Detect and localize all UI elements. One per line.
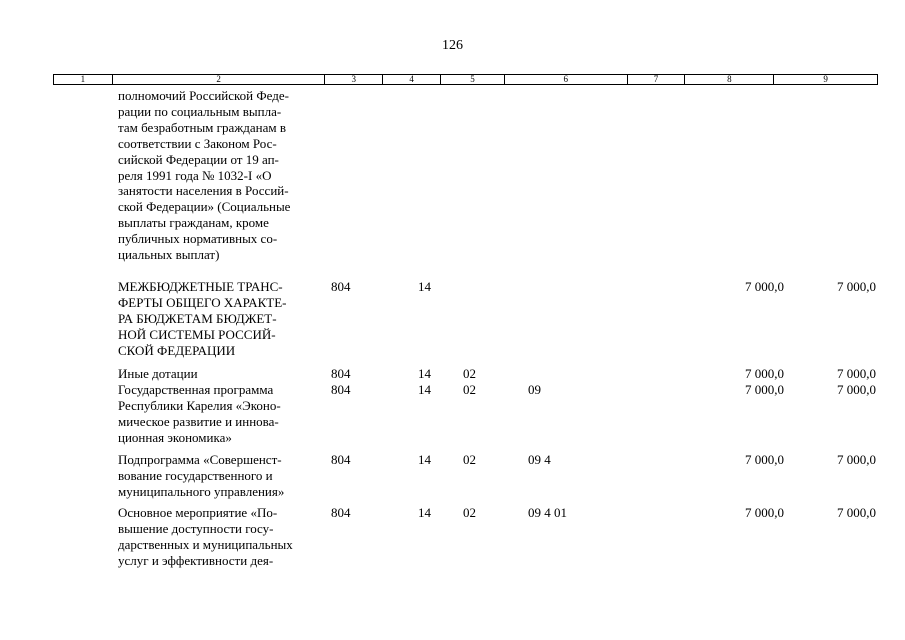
text-line: муниципального управления»: [118, 483, 285, 499]
cell-col8: 7 000,0: [745, 382, 784, 397]
cell-col5: 02: [463, 505, 476, 520]
text-line: СКОЙ ФЕДЕРАЦИИ: [118, 342, 236, 358]
cell-col4: 14: [418, 366, 431, 381]
cell-col3: 804: [331, 505, 351, 520]
cell-col9: 7 000,0: [837, 382, 876, 397]
column-number-8: 8: [685, 75, 774, 84]
column-number-9: 9: [823, 74, 828, 84]
cell-col4: 14: [418, 279, 431, 294]
cell-col3: 804: [331, 382, 351, 397]
text-line: МЕЖБЮДЖЕТНЫЕ ТРАНС-: [118, 279, 283, 294]
text-line: рации по социальным выпла-: [118, 103, 282, 119]
text-line: Подпрограмма «Совершенст-: [118, 452, 282, 467]
continuation-text: [118, 88, 328, 263]
text-line: Государственная программа: [118, 382, 274, 397]
row-name: [118, 505, 328, 569]
cell-col3: 804: [331, 279, 351, 294]
row-name: [118, 382, 328, 446]
cell-col9: 7 000,0: [837, 366, 876, 381]
cell-col5: 02: [463, 452, 476, 467]
row-name: [118, 452, 328, 500]
text-line: дарственных и муниципальных: [118, 536, 293, 552]
text-line: НОЙ СИСТЕМЫ РОССИЙ-: [118, 326, 276, 342]
column-number-1: 1: [54, 75, 113, 84]
cell-col3: 804: [331, 366, 351, 381]
text-line: Иные дотации: [118, 366, 198, 381]
column-number-4: 4: [383, 75, 441, 84]
cell-col9: 7 000,0: [837, 452, 876, 467]
column-number-3: 3: [325, 75, 383, 84]
text-line: Основное мероприятие «По-: [118, 505, 278, 520]
column-number-5: 5: [441, 75, 505, 84]
cell-col6: 09: [528, 382, 541, 397]
text-line: соответствии с Законом Рос-: [118, 135, 277, 151]
cell-col6: 09 4 01: [528, 505, 567, 520]
text-line: ской Федерации» (Социальные: [118, 199, 291, 215]
table-column-numbers: [53, 74, 878, 85]
row-name: [118, 279, 328, 359]
text-line: публичных нормативных со-: [118, 231, 278, 247]
cell-col9: 7 000,0: [837, 505, 876, 520]
text-line: РА БЮДЖЕТАМ БЮДЖЕТ-: [118, 310, 277, 326]
cell-col8: 7 000,0: [745, 452, 784, 467]
cell-col8: 7 000,0: [745, 366, 784, 381]
text-line: выплаты гражданам, кроме: [118, 215, 269, 231]
page-number: 126: [442, 38, 463, 53]
cell-col9: 7 000,0: [837, 279, 876, 294]
column-number-2: 2: [113, 75, 325, 84]
text-line: полномочий Российской Феде-: [118, 88, 289, 103]
text-line: Республики Карелия «Эконо-: [118, 397, 281, 413]
text-line: циальных выплат): [118, 247, 220, 263]
text-line: ФЕРТЫ ОБЩЕГО ХАРАКТЕ-: [118, 294, 287, 310]
text-line: вышение доступности госу-: [118, 520, 274, 536]
column-number-7: 7: [628, 75, 686, 84]
text-line: реля 1991 года № 1032-I «О: [118, 167, 272, 183]
cell-col8: 7 000,0: [745, 505, 784, 520]
text-line: услуг и эффективности дея-: [118, 552, 274, 568]
cell-col3: 804: [331, 452, 351, 467]
text-line: занятости населения в Россий-: [118, 183, 289, 199]
cell-col4: 14: [418, 382, 431, 397]
cell-col4: 14: [418, 452, 431, 467]
cell-col6: 09 4: [528, 452, 551, 467]
text-line: сийской Федерации от 19 ап-: [118, 151, 279, 167]
text-line: ционная экономика»: [118, 429, 232, 445]
row-name: [118, 366, 328, 382]
cell-col4: 14: [418, 505, 431, 520]
text-line: мическое развитие и иннова-: [118, 413, 279, 429]
cell-col5: 02: [463, 366, 476, 381]
cell-col8: 7 000,0: [745, 279, 784, 294]
column-number-6: 6: [505, 75, 628, 84]
text-line: вование государственного и: [118, 467, 273, 483]
text-line: там безработным гражданам в: [118, 119, 286, 135]
cell-col5: 02: [463, 382, 476, 397]
